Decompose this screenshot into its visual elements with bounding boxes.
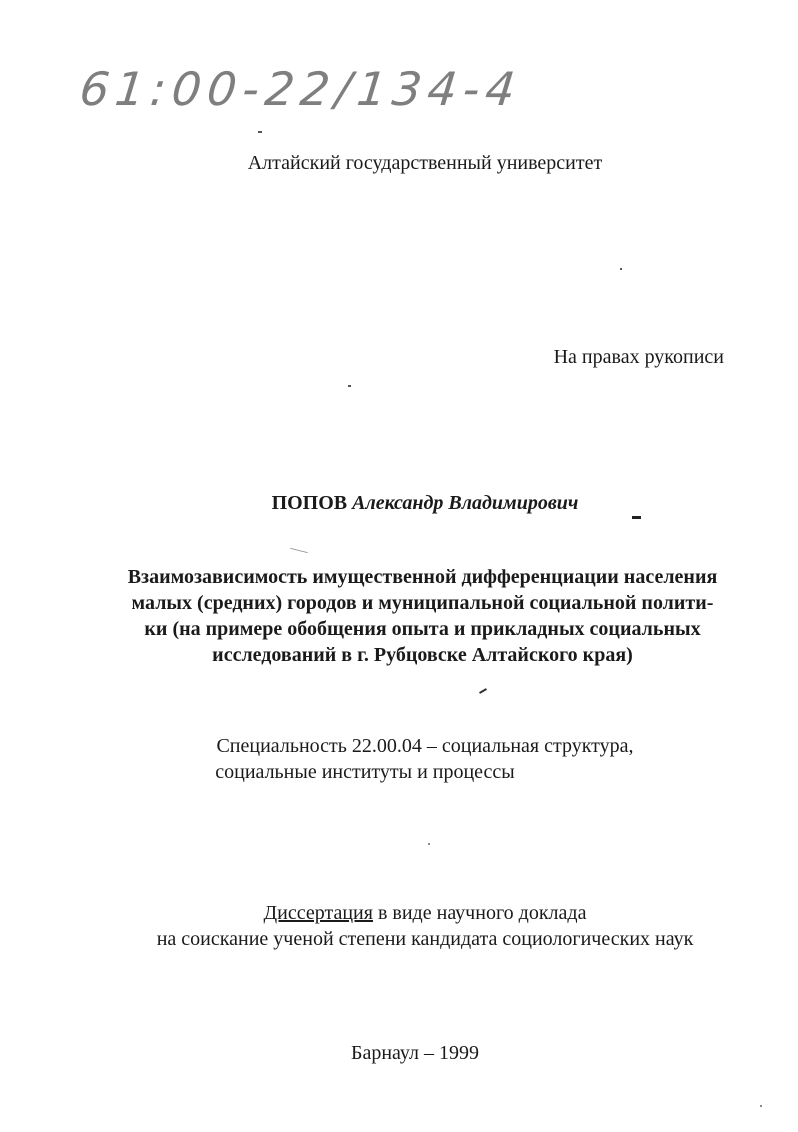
archive-code: 61:00-22/134-4 <box>77 62 524 116</box>
specialty-line-2: социальные институты и процессы <box>215 761 515 783</box>
scan-speck <box>348 385 351 387</box>
dissertation-line-1 <box>0 900 798 926</box>
dissertation-line-2: на соискание ученой степени кандидата социологических наук <box>156 928 694 950</box>
specialty-block <box>0 733 798 785</box>
title-line: Взаимозависимость имущественной дифференциации населения <box>127 566 718 588</box>
dissertation-title <box>100 564 745 668</box>
author-surname: ПОПОВ <box>271 492 348 514</box>
author-given-names: Александр Владимирович <box>352 492 579 514</box>
title-line: ки (на примере обобщения опыта и прикладных социальных <box>144 618 701 640</box>
title-line: исследований в г. Рубцовске Алтайского края) <box>212 644 633 666</box>
author-name <box>0 492 798 515</box>
dissertation-word: Диссертация <box>263 902 373 924</box>
title-line: малых (средних) городов и муниципальной социальной полити- <box>131 592 714 614</box>
specialty-line-1: Специальность 22.00.04 – социальная структура, <box>216 735 634 757</box>
city-year: Барнаул – 1999 <box>350 1042 480 1064</box>
dissertation-rest: в виде научного доклада <box>372 902 587 924</box>
dissertation-type <box>0 900 798 952</box>
scan-speck <box>290 548 308 553</box>
scan-speck <box>620 268 622 270</box>
scan-speck <box>428 843 430 845</box>
scan-speck <box>479 688 487 694</box>
scan-speck <box>632 516 641 519</box>
manuscript-note: На правах рукописи <box>553 346 724 368</box>
scan-speck <box>760 1105 762 1107</box>
scan-speck <box>258 131 262 133</box>
university-name: Алтайский государственный университет <box>247 152 603 174</box>
